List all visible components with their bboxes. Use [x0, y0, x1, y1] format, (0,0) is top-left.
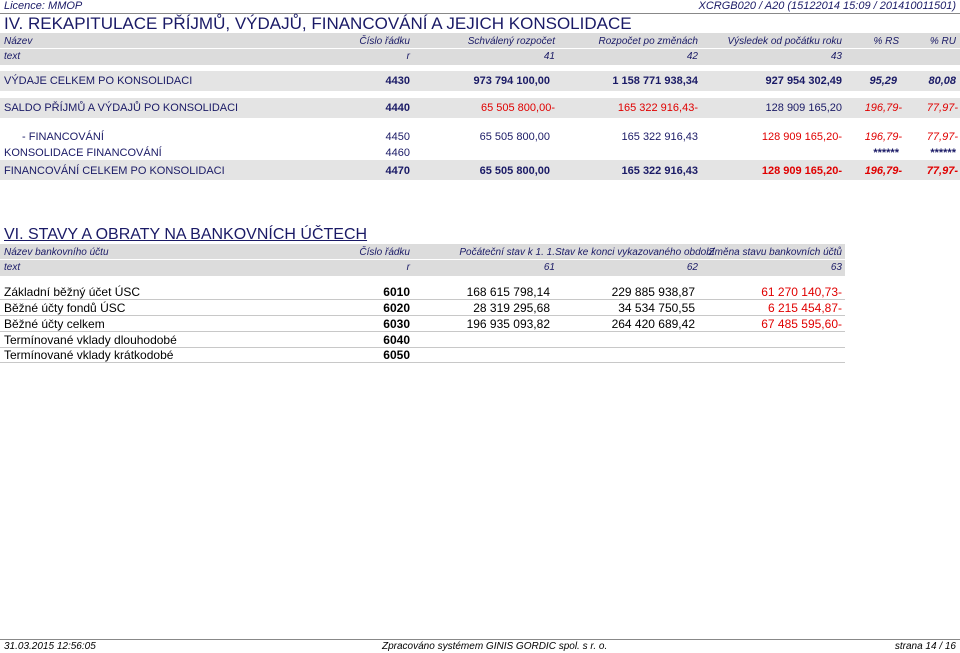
col-stav-ke-konci: Stav ke konci vykazovaného období [555, 247, 715, 258]
row-code: 6050 [383, 348, 410, 362]
row-value-42: 165 322 916,43 [621, 165, 698, 177]
sub-text: text [4, 262, 21, 273]
row-rs: 196,79- [864, 102, 902, 114]
col-schvaleny-rozpocet: Schválený rozpočet [467, 36, 555, 47]
row-code: 6010 [383, 285, 410, 299]
row-code: 6040 [383, 333, 410, 347]
col-rs: % RS [873, 36, 899, 47]
sub-61: 61 [543, 262, 555, 273]
row-value-61: 28 319 295,68 [473, 301, 550, 315]
sub-r: r [406, 262, 410, 273]
col-pocatecni-stav: Počáteční stav k 1. 1. [459, 247, 555, 258]
section4-title: IV. REKAPITULACE PŘÍJMŮ, VÝDAJŮ, FINANCOVÁNÍ A JEJICH KONSOLIDACE [4, 14, 632, 33]
row-code: 4460 [385, 147, 410, 159]
row-value-41: 65 505 800,00 [479, 165, 550, 177]
row-value-43: 128 909 165,20- [761, 165, 842, 177]
row-value-43: 128 909 165,20 [765, 102, 842, 114]
row-name: Základní běžný účet ÚSC [4, 285, 141, 299]
footer-processed: Zpracováno systémem GINIS GORDIC spol. s r. o. [382, 641, 608, 652]
row-code: 4450 [385, 131, 410, 143]
row-name: SALDO PŘÍJMŮ A VÝDAJŮ PO KONSOLIDACI [4, 102, 239, 114]
sub-42: 42 [686, 51, 698, 62]
row-value-61: 168 615 798,14 [466, 285, 550, 299]
col-ru: % RU [929, 36, 956, 47]
row-value-42: 165 322 916,43- [617, 102, 698, 114]
row-code: 6030 [383, 317, 410, 331]
row-separator [0, 315, 845, 316]
sub-43: 43 [830, 51, 842, 62]
row-separator [0, 362, 845, 363]
row-code: 4440 [385, 102, 410, 114]
col-rozpocet-po-zmenach: Rozpočet po změnách [598, 36, 698, 47]
section6-title: VI. STAVY A OBRATY NA BANKOVNÍCH ÚČTECH [4, 226, 368, 243]
col-vysledek: Výsledek od počátku roku [727, 36, 842, 47]
row-rs: ****** [873, 147, 899, 159]
row-name: Termínované vklady dlouhodobé [4, 333, 177, 347]
row-separator [0, 299, 845, 300]
footer-datetime: 31.03.2015 12:56:05 [4, 641, 96, 652]
row-value-62: 264 420 689,42 [611, 317, 695, 331]
row-name: FINANCOVÁNÍ CELKEM PO KONSOLIDACI [4, 165, 225, 177]
footer-divider [0, 639, 960, 640]
col-cislo-radku: Číslo řádku [359, 36, 410, 47]
row-value-41: 973 794 100,00 [473, 75, 550, 87]
col-nazev-uctu: Název bankovního účtu [4, 247, 109, 258]
row-value-41: 65 505 800,00- [480, 102, 555, 114]
row-value-41: 65 505 800,00 [479, 131, 550, 143]
row-name: Běžné účty celkem [4, 317, 105, 331]
row-value-42: 1 158 771 938,34 [612, 75, 698, 87]
row-value-62: 34 534 750,55 [618, 301, 695, 315]
row-value-62: 229 885 938,87 [611, 285, 695, 299]
sub-62: 62 [686, 262, 698, 273]
col-cislo-radku: Číslo řádku [359, 247, 410, 258]
row-ru: 77,97- [926, 165, 958, 177]
row-name: VÝDAJE CELKEM PO KONSOLIDACI [4, 75, 193, 87]
row-value-63: 67 485 595,60- [761, 317, 842, 331]
row-name: - FINANCOVÁNÍ [22, 131, 104, 143]
row-separator [0, 331, 845, 332]
row-value-63: 6 215 454,87- [767, 301, 842, 315]
row-rs: 95,29 [869, 75, 897, 87]
row-value-63: 61 270 140,73- [761, 285, 842, 299]
row-name: Termínované vklady krátkodobé [4, 348, 174, 362]
sub-text: text [4, 51, 21, 62]
row-ru: 77,97- [926, 131, 958, 143]
row-ru: ****** [930, 147, 956, 159]
row-value-43: 128 909 165,20- [761, 131, 842, 143]
license-label: Licence: MMOP [4, 0, 83, 12]
report-id: XCRGB020 / A20 (15122014 15:09 / 201410011501) [698, 0, 956, 12]
sub-63: 63 [830, 262, 842, 273]
sub-r: r [406, 51, 410, 62]
row-name: Běžné účty fondů ÚSC [4, 301, 126, 315]
row-rs: 196,79- [864, 131, 902, 143]
row-ru: 80,08 [928, 75, 956, 87]
row-code: 4470 [385, 165, 410, 177]
row-rs: 196,79- [864, 165, 902, 177]
footer-page: strana 14 / 16 [894, 641, 956, 652]
sub-41: 41 [543, 51, 555, 62]
row-value-42: 165 322 916,43 [621, 131, 698, 143]
row-value-43: 927 954 302,49 [765, 75, 842, 87]
row-value-61: 196 935 093,82 [466, 317, 550, 331]
col-nazev: Název [4, 36, 33, 47]
col-zmena-stavu: Změna stavu bankovních účtů [708, 247, 842, 258]
row-ru: 77,97- [926, 102, 958, 114]
row-name: KONSOLIDACE FINANCOVÁNÍ [4, 147, 162, 159]
row-code: 4430 [385, 75, 410, 87]
row-code: 6020 [383, 301, 410, 315]
